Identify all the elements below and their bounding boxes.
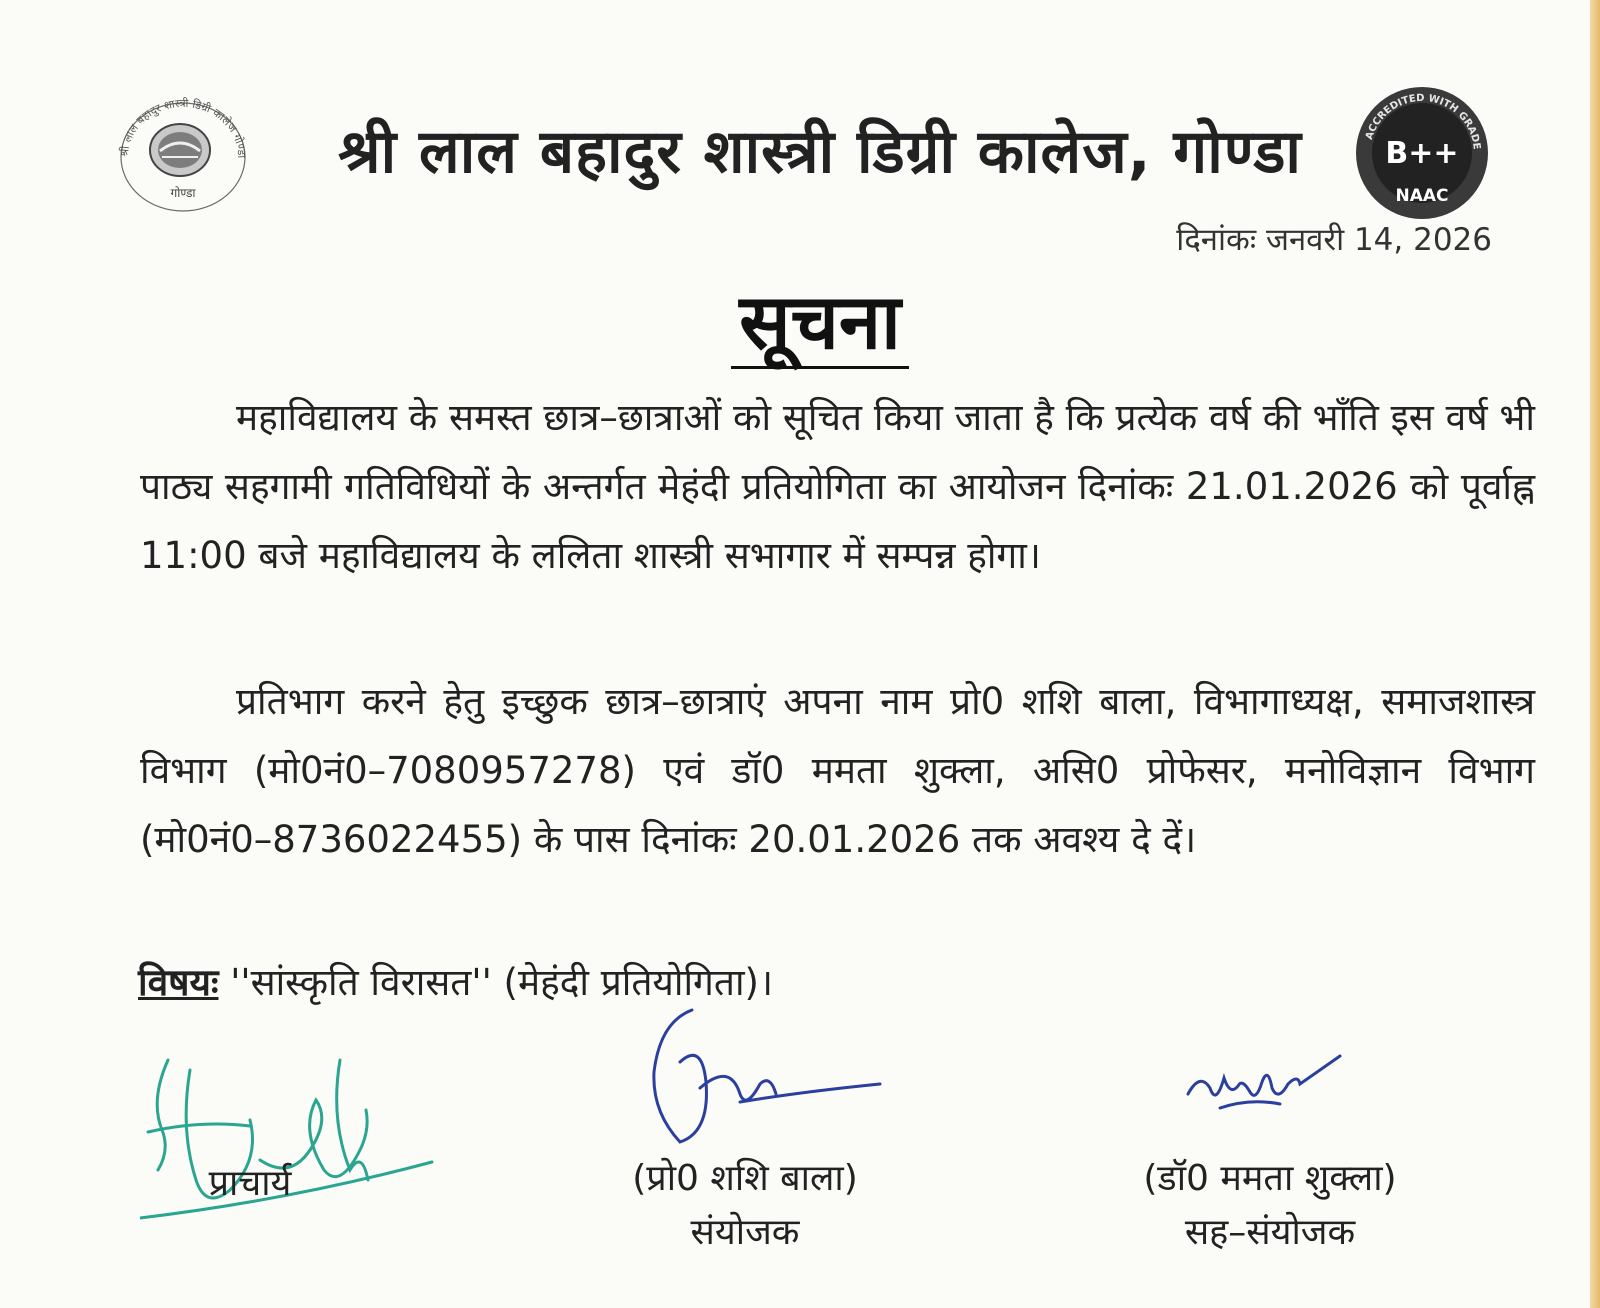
- college-seal-logo: [108, 95, 258, 215]
- notice-heading: [0, 268, 1600, 371]
- signatory-convener: [600, 1152, 890, 1260]
- page-edge: [1590, 0, 1600, 1308]
- notice-paragraph-1: महाविद्यालय के समस्त छात्र–छात्राओं को सूचित किया जाता है कि प्रत्येक वर्ष की भाँति इस वर्ष भी पाठ्य सहगामी गतिविधियों के अन्तर्गत मेहंदी प्रतियोगिता का आयोजन दिनांकः 21.01.2026 को पूर्वाह्न 11:00 बजे महाविद्यालय के ललिता शास्त्री सभागार में सम्पन्न होगा।: [140, 396, 1535, 577]
- notice-heading-text: सूचना: [731, 277, 909, 369]
- naac-label: NAAC: [1395, 186, 1449, 206]
- svg-text:गोण्डा: गोण्डा: [170, 186, 196, 200]
- convener-signature: [640, 1002, 900, 1152]
- signatory-role: प्राचार्य: [208, 1163, 292, 1204]
- signatory-name: (प्रो0 शशि बाला): [632, 1158, 858, 1199]
- signatory-co-convener: [1115, 1152, 1425, 1260]
- naac-ring-text: ACCREDITED WITH GRADE: [1363, 92, 1482, 151]
- seal-ring-text: श्री लाल बहादुर शास्त्री डिग्री कालेज गोण्डा: [117, 96, 249, 159]
- notice-paragraph-2: प्रतिभाग करने हेतु इच्छुक छात्र–छात्राएं अपना नाम प्रो0 शशि बाला, विभागाध्यक्ष, समाजशास्त्र विभाग (मो0नं0–7080957278) एवं डॉ0 ममता शुक्ला, असि0 प्रोफेसर, मनोविज्ञान विभाग (मो0नं0–8736022455) के पास दिनांकः 20.01.2026 तक अवश्य दे दें।: [140, 680, 1535, 861]
- co-convener-signature: [1180, 1048, 1360, 1128]
- subject-text: ''सांस्कृति विरासत'' (मेहंदी प्रतियोगिता)।: [218, 961, 774, 1004]
- signatory-principal: [180, 1157, 320, 1211]
- signatory-role: सह–संयोजक: [1184, 1212, 1356, 1253]
- signatory-role: संयोजक: [690, 1212, 800, 1253]
- signatory-name: (डॉ0 ममता शुक्ला): [1143, 1158, 1397, 1199]
- notice-date: दिनांकः जनवरी 14, 2026: [1176, 222, 1492, 258]
- subject-line: [138, 955, 773, 1006]
- naac-badge-logo: [1352, 83, 1492, 223]
- college-name: श्री लाल बहादुर शास्त्री डिग्री कालेज, गोण्डा: [338, 117, 1302, 187]
- naac-grade: B++: [1385, 136, 1459, 171]
- subject-label: विषयः: [138, 961, 219, 1004]
